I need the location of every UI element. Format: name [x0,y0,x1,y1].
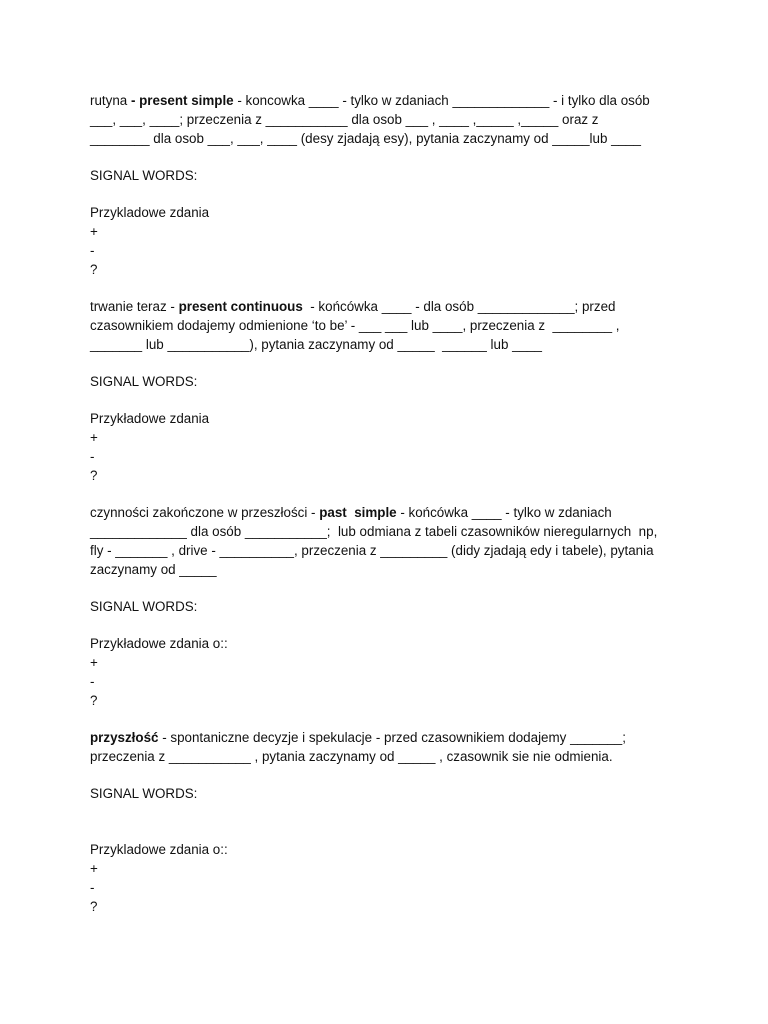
examples-heading: Przykładowe zdania [90,411,210,426]
signal-words-heading: SIGNAL WORDS: [90,599,198,614]
section-past-simple [90,503,690,728]
paragraph-line: ________ dla osob ___, ___, ____ (desy zjadają esy), pytania zaczynamy od _____lub ____ [90,131,641,146]
section-present-simple [90,91,690,297]
signal-words-heading: SIGNAL WORDS: [90,374,198,389]
paragraph-line: _______ lub ___________), pytania zaczynamy od _____ ______ lub ____ [90,337,542,352]
example-positive: + [90,430,98,445]
example-negative: - [90,674,95,689]
example-question: ? [90,899,98,914]
paragraph-line: zaczynamy od _____ [90,562,217,577]
example-negative: - [90,243,95,258]
example-question: ? [90,262,98,277]
signal-words-heading: SIGNAL WORDS: [90,168,198,183]
examples-heading: Przykladowe zdania o:: [90,842,228,857]
paragraph-line: przeczenia z ___________ , pytania zaczynamy od _____ , czasownik sie nie odmienia. [90,749,613,764]
paragraph-line: trwanie teraz - present continuous - końcówka ____ - dla osób _____________; przed [90,299,616,314]
example-positive: + [90,655,98,670]
paragraph-line: czynności zakończone w przeszłości - past simple - końcówka ____ - tylko w zdaniach [90,505,612,520]
example-negative: - [90,449,95,464]
examples-heading: Przykładowe zdania o:: [90,636,228,651]
paragraph-line: _____________ dla osób ___________; lub odmiana z tabeli czasowników nieregularnych np, [90,524,658,539]
section-present-continuous [90,297,690,503]
example-positive: + [90,861,98,876]
paragraph-line: rutyna - present simple - koncowka ____ - tylko w zdaniach _____________ - i tylko dla osób [90,93,650,108]
document-page [90,91,690,916]
example-question: ? [90,693,98,708]
example-negative: - [90,880,95,895]
examples-heading: Przykladowe zdania [90,205,210,220]
paragraph-line: fly - _______ , drive - __________, przeczenia z _________ (didy zjadają edy i tabele), pytania [90,543,654,558]
paragraph-line: przyszłość - spontaniczne decyzje i spekulacje - przed czasownikiem dodajemy _______; [90,730,626,745]
example-positive: + [90,224,98,239]
section-future [90,728,690,916]
example-question: ? [90,468,98,483]
signal-words-heading: SIGNAL WORDS: [90,786,198,801]
paragraph-line: ___, ___, ____; przeczenia z ___________ dla osob ___ , ____ ,_____ ,_____ oraz z [90,112,599,127]
paragraph-line: czasownikiem dodajemy odmienione ‘to be’ - ___ ___ lub ____, przeczenia z ________ , [90,318,620,333]
